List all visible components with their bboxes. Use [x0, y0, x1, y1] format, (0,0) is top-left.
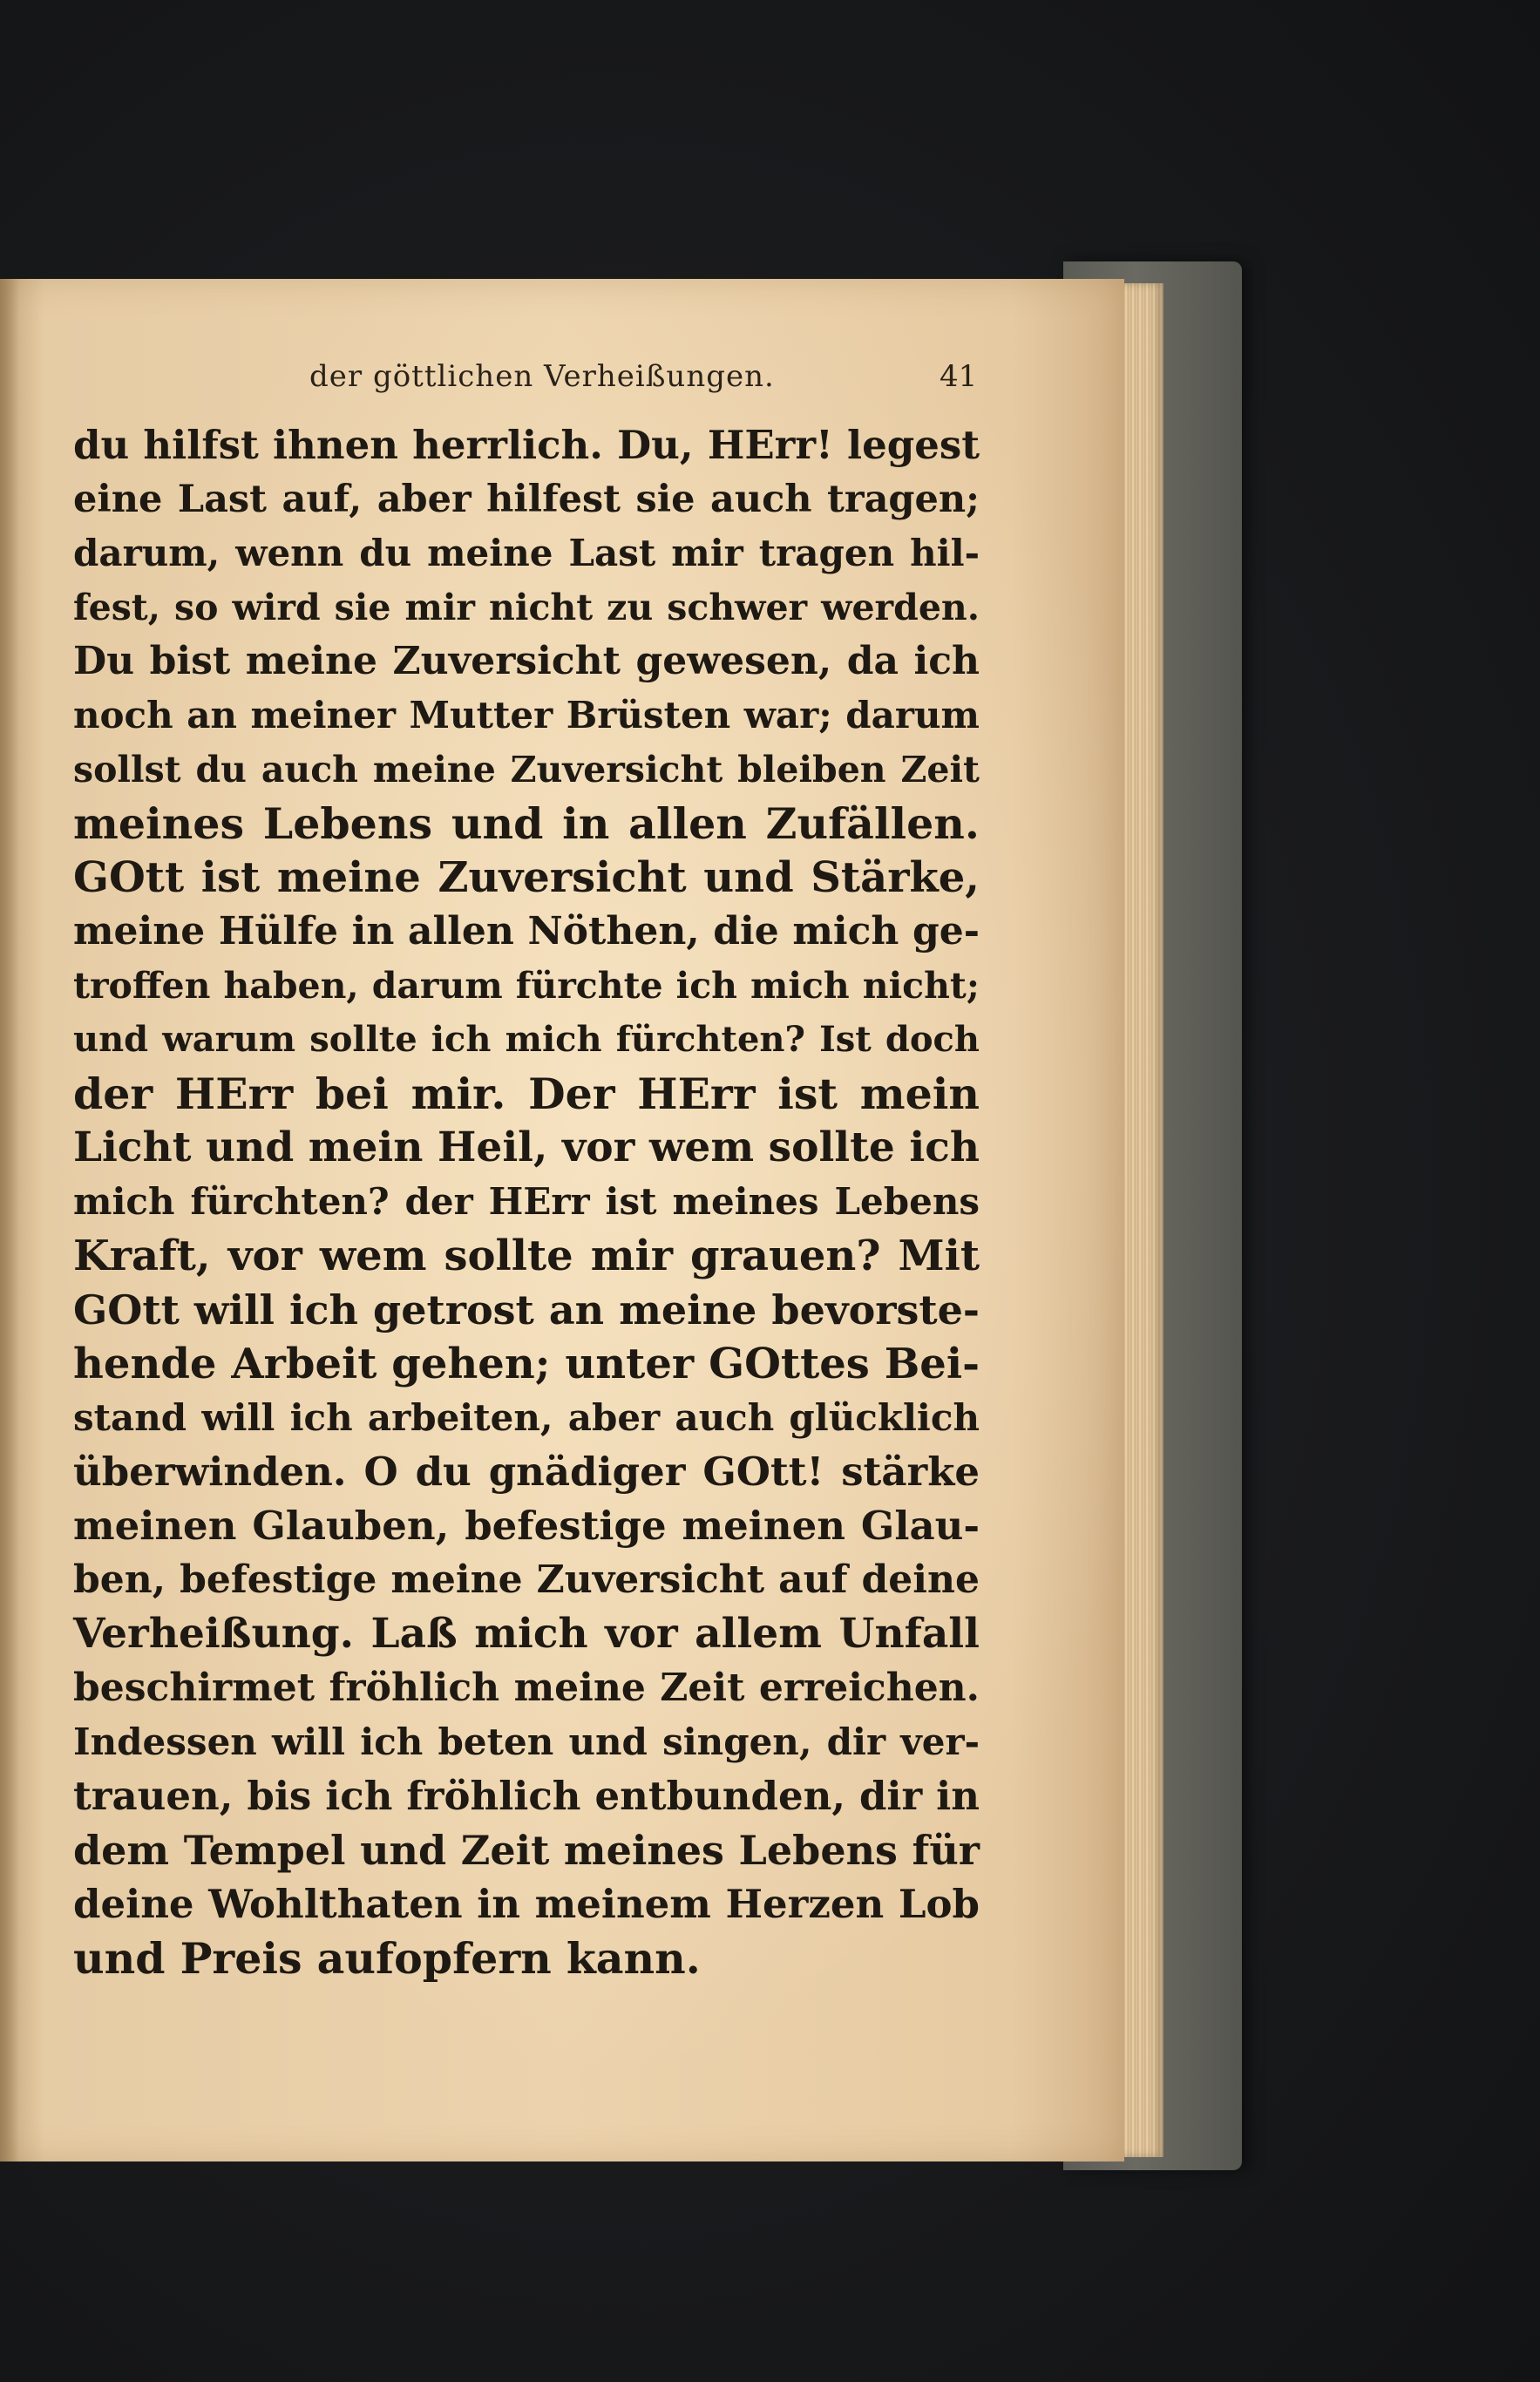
text-line: und Preis aufopfern kann. — [73, 1933, 701, 1984]
text-line: stand will ich arbeiten, aber auch glücklich — [73, 1396, 980, 1439]
text-line: Kraft, vor wem sollte mir grauen? Mit — [73, 1232, 980, 1280]
text-line: trauen, bis ich fröhlich entbunden, dir in — [73, 1773, 980, 1819]
body-text — [73, 418, 980, 1985]
text-line: Indessen will ich beten und singen, dir ver- — [73, 1720, 980, 1763]
text-line: GOtt will ich getrost an meine bevorste- — [73, 1286, 980, 1334]
text-line: deine Wohlthaten in meinem Herzen Lob — [73, 1881, 980, 1927]
running-head: der göttlichen Verheißungen. — [309, 359, 775, 394]
text-line: der HErr bei mir. Der HErr ist mein — [73, 1069, 980, 1119]
page-number: 41 — [940, 359, 978, 394]
text-line: hende Arbeit gehen; unter GOttes Bei- — [73, 1340, 980, 1388]
text-line: meinen Glauben, befestige meinen Glau- — [73, 1503, 980, 1549]
text-line: noch an meiner Mutter Brüsten war; darum — [73, 694, 980, 736]
spine-shadow — [0, 279, 19, 2161]
text-line: beschirmet fröhlich meine Zeit erreichen. — [73, 1666, 980, 1710]
text-line: Verheißung. Laß mich vor allem Unfall — [73, 1610, 980, 1658]
text-line: du hilfst ihnen herrlich. Du, HErr! legest — [73, 422, 980, 468]
text-line: Licht und mein Heil, vor wem sollte ich — [73, 1123, 980, 1171]
text-line: meine Hülfe in allen Nöthen, die mich ge- — [73, 909, 980, 953]
book-page — [0, 279, 1124, 2161]
text-line: mich fürchten? der HErr ist meines Lebens — [73, 1180, 980, 1223]
text-line: ben, befestige meine Zuversicht auf deine — [73, 1557, 980, 1602]
text-line: Du bist meine Zuversicht gewesen, da ich — [73, 639, 980, 683]
text-line: eine Last auf, aber hilfest sie auch tragen; — [73, 478, 980, 521]
text-line: troffen haben, darum fürchte ich mich nicht; — [73, 965, 980, 1007]
text-line: überwinden. O du gnädiger GOtt! stärke — [73, 1449, 980, 1495]
text-line: fest, so wird sie mir nicht zu schwer werden. — [73, 587, 980, 628]
text-line: darum, wenn du meine Last mir tragen hil- — [73, 532, 980, 574]
text-line: und warum sollte ich mich fürchten? Ist doch — [73, 1019, 980, 1060]
text-line: meines Lebens und in allen Zufällen. — [73, 798, 980, 849]
text-line: GOtt ist meine Zuversicht und Stärke, — [73, 853, 980, 902]
text-line: dem Tempel und Zeit meines Lebens für — [73, 1827, 980, 1874]
text-line: sollst du auch meine Zuversicht bleiben Zeit — [73, 749, 980, 791]
